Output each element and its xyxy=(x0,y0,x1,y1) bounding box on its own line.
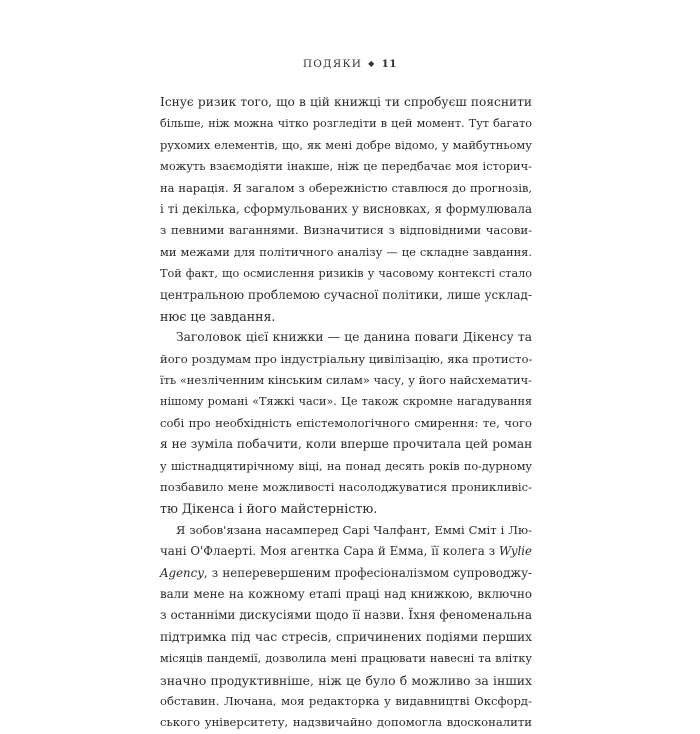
text-line: позбавило мене можливості насолоджуватися проникливіс- xyxy=(160,480,532,495)
text-line: обставин. Лючана, моя редакторка у видавництві Оксфорд- xyxy=(160,693,532,708)
body-text xyxy=(160,92,532,734)
text-line: на нарація. Я загалом з обережністю ставлюся до прогнозів, xyxy=(160,180,532,195)
text-line: тю Дікенса і його майстерністю. xyxy=(160,501,378,517)
text-line: його роздумам про індустріальну цивілізацію, яка протисто- xyxy=(160,351,533,366)
text-line: підтримка під час стресів, спричинених подіями перших xyxy=(160,629,532,644)
text-line: їть «незліченним кінським силам» часу, у його найсхематич- xyxy=(160,373,532,388)
text-line: ського університету, надзвичайно допомогла вдосконалити xyxy=(160,715,532,730)
text-line: місяців пандемії, дозволила мені працювати навесні та влітку xyxy=(160,652,532,666)
text-line: я не зуміла побачити, коли вперше прочитала цей роман xyxy=(160,437,533,452)
text-line xyxy=(160,541,532,562)
text-line: Я зобов'язана насамперед Сарі Чалфант, Еммі Сміт і Лю- xyxy=(176,522,532,537)
diamond-separator-icon: ◆ xyxy=(368,59,376,68)
text-line xyxy=(160,563,532,584)
text-line: з останніми дискусіями щодо її назви. Їхня феноменальна xyxy=(160,608,532,623)
text-line: вали мене на кожному етапі праці над книжкою, включно xyxy=(160,586,532,601)
text-line: і ті декілька, сформульованих у висновках, я формулювала xyxy=(160,201,532,216)
page-number: 11 xyxy=(381,58,398,70)
text-line: рухомих елементів, що, як мені добре відомо, у майбутньому xyxy=(160,137,532,152)
running-head xyxy=(0,58,700,70)
agency-name-italic: Agency xyxy=(160,565,204,580)
text-segment: , з неперевершеним професіоналізмом супроводжу- xyxy=(203,565,532,580)
text-line: Заголовок цієї книжки — це данина поваги Дікенсу та xyxy=(176,330,532,345)
text-line: у шістнадцятирічному віці, на понад десять років по-дурному xyxy=(160,459,532,473)
text-line: собі про необхідність епістемологічного смирення: те, чого xyxy=(160,415,532,430)
text-line: можуть взаємодіяти інакше, ніж це передбачає моя історич- xyxy=(160,159,532,174)
text-line: нішому романі «Тяжкі часи». Це також скромне нагадування xyxy=(160,395,532,409)
text-line: центральною проблемою сучасної політики, лише усклад- xyxy=(160,287,532,302)
running-head-title: ПОДЯКИ xyxy=(302,58,363,70)
text-line: з певними ваганнями. Визначитися з відповідними часови- xyxy=(160,223,532,238)
text-segment: чані О'Флаерті. Моя агентка Сара й Емма, її колега з xyxy=(160,544,496,559)
text-line: більше, ніж можна чітко розгледіти в цей момент. Тут багато xyxy=(160,117,532,131)
text-line: ми межами для політичного аналізу — це складне завдання. xyxy=(160,244,532,259)
text-line: нює це завдання. xyxy=(160,308,276,324)
text-line: Існує ризик того, що в цій книжці ти спробуєш пояснити xyxy=(160,95,532,109)
text-line: значно продуктивніше, ніж це було б можливо за інших xyxy=(160,672,532,688)
agency-name-italic: Wylie xyxy=(498,544,533,559)
text-line: Той факт, що осмислення ризиків у часовому контексті стало xyxy=(160,267,532,281)
